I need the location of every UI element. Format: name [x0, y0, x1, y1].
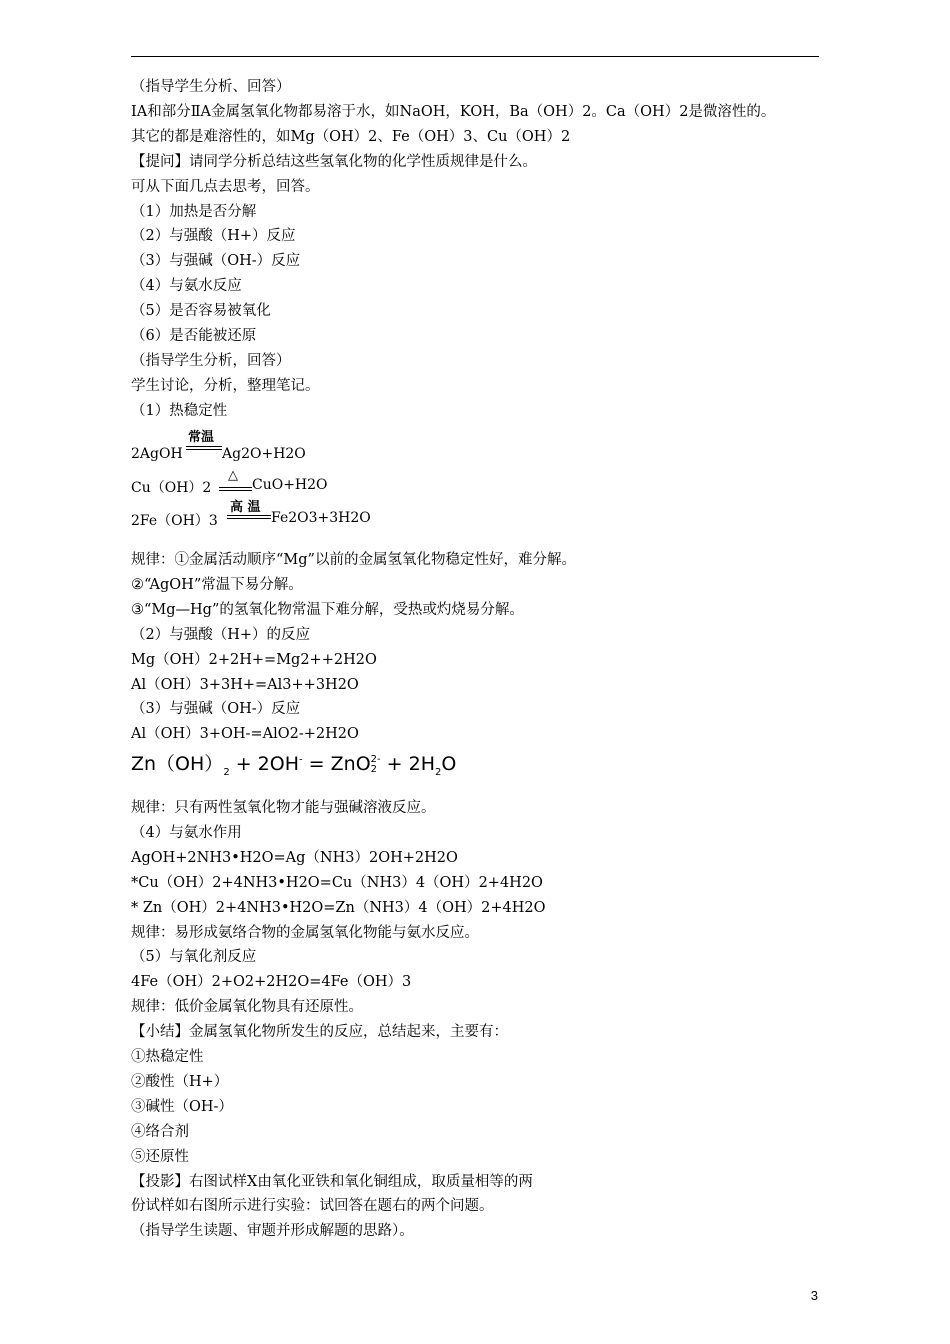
zn-eq-sup-c: 2-: [370, 753, 381, 765]
text-line: 【提问】请同学分析总结这些氢氧化物的化学性质规律是什么。: [131, 153, 537, 170]
text-line: （5）是否容易被氧化: [131, 303, 271, 320]
eq3-condition: 高 温: [230, 500, 261, 515]
text-line: 规律：①金属活动顺序“Mg”以前的金属氢氧化物稳定性好，难分解。: [131, 552, 576, 568]
text-line: ②“AgOH”常温下易分解。: [131, 576, 303, 593]
text-line: （3）与强碱（OH-）反应: [131, 701, 301, 718]
text-line: （6）是否能被还原: [131, 328, 257, 344]
zn-eq-part-a: Zn（OH）: [131, 753, 224, 775]
text-line: （5）与氧化剂反应: [131, 949, 257, 966]
text-line: （指导学生读题、审题并形成解题的思路）。: [131, 1223, 414, 1240]
eq1-bar-bottom: [186, 449, 222, 450]
zn-eq-part-c: = ZnO: [302, 753, 371, 775]
text-line: （指导学生分析，回答）: [131, 352, 291, 369]
eq2-left: Cu（OH）2: [131, 480, 212, 496]
eq1-right: Ag2O+H2O: [222, 446, 306, 462]
text-line: 规律：只有两性氢氧化物才能与强碱溶液反应。: [131, 800, 436, 816]
eq1-bar-top: [186, 446, 222, 447]
text-line: ③“Mg—Hg”的氢氧化物常温下难分解，受热或灼烧易分解。: [131, 601, 524, 618]
text-line: （1）加热是否分解: [131, 203, 257, 220]
zn-eq-sub-c: 2: [370, 763, 378, 775]
zn-eq-sup-b: -: [299, 754, 303, 766]
text-line: （4）与氨水反应: [131, 278, 242, 295]
text-line: （3）与强碱（OH-）反应: [131, 253, 301, 270]
text-line: ④络合剂: [131, 1123, 189, 1140]
text-line: 4Fe（OH）2+O2+2H2O=4Fe（OH）3: [131, 974, 412, 991]
text-line: Al（OH）3+3H+=Al3++3H2O: [131, 676, 359, 693]
text-line: *Cu（OH）2+4NH3•H2O=Cu（NH3）4（OH）2+4H2O: [131, 874, 543, 891]
text-line: ⅠA和部分ⅡA金属氢氧化物都易溶于水，如NaOH，KOH，Ba（OH）2。Ca（OH）2是微溶性的。: [131, 103, 776, 120]
eq1-left: 2AgOH: [131, 446, 183, 462]
zinc-hydroxide-equation: [131, 749, 456, 778]
text-line: ①热稳定性: [131, 1049, 204, 1065]
text-line: （4）与氨水作用: [131, 824, 242, 841]
text-line: Al（OH）3+OH-=AlO2-+2H2O: [131, 726, 359, 743]
text-line: 规律：易形成氨络合物的金属氢氧化物能与氨水反应。: [131, 924, 479, 941]
text-line: * Zn（OH）2+4NH3•H2O=Zn（NH3）4（OH）2+4H2O: [131, 899, 546, 916]
eq3-bar-bottom: [227, 518, 271, 519]
text-line: （2）与强酸（H+）的反应: [131, 626, 311, 643]
zn-eq-part-e: O: [441, 753, 457, 775]
text-line: ⑤还原性: [131, 1148, 189, 1165]
zn-eq-part-d: + 2H: [380, 753, 436, 775]
eq2-condition: △: [228, 468, 238, 483]
zn-eq-sub-a: 2: [223, 766, 230, 778]
eq3-right: Fe2O3+3H2O: [271, 510, 371, 526]
zn-eq-sub-d: 2: [435, 766, 442, 778]
text-line: （指导学生分析、回答）: [131, 79, 291, 95]
text-line: 可从下面几点去思考，回答。: [131, 178, 320, 195]
text-line: ③碱性（OH-）: [131, 1098, 233, 1115]
text-line: 【小结】金属氢氧化物所发生的反应，总结起来，主要有：: [131, 1024, 508, 1041]
text-line: 学生讨论，分析，整理笔记。: [131, 377, 320, 394]
text-line: AgOH+2NH3•H2O=Ag（NH3）2OH+2H2O: [131, 849, 458, 866]
eq2-bar-top: [219, 487, 252, 488]
header-rule: [131, 56, 819, 57]
text-line: ②酸性（H+）: [131, 1073, 229, 1090]
text-line: （2）与强酸（H+）反应: [131, 228, 296, 245]
text-line: （1）热稳定性: [131, 402, 228, 419]
text-line: 规律：低价金属氧化物具有还原性。: [131, 999, 363, 1016]
zn-eq-part-b: + 2OH: [229, 753, 300, 775]
text-line: 【投影】右图试样X由氧化亚铁和氧化铜组成，取质量相等的两: [131, 1173, 533, 1190]
text-line: Mg（OH）2+2H+=Mg2++2H2O: [131, 651, 377, 668]
text-line: 其它的都是难溶性的，如Mg（OH）2、Fe（OH）3、Cu（OH）2: [131, 128, 571, 145]
page-number: 3: [810, 1288, 818, 1303]
eq1-condition: 常温: [188, 430, 215, 445]
eq3-left: 2Fe（OH）3: [131, 513, 218, 529]
eq2-right: CuO+H2O: [252, 477, 328, 493]
eq3-bar-top: [227, 515, 271, 516]
eq2-bar-bottom: [219, 490, 252, 491]
text-line: 份试样如右图所示进行实验：试回答在题右的两个问题。: [131, 1198, 494, 1215]
